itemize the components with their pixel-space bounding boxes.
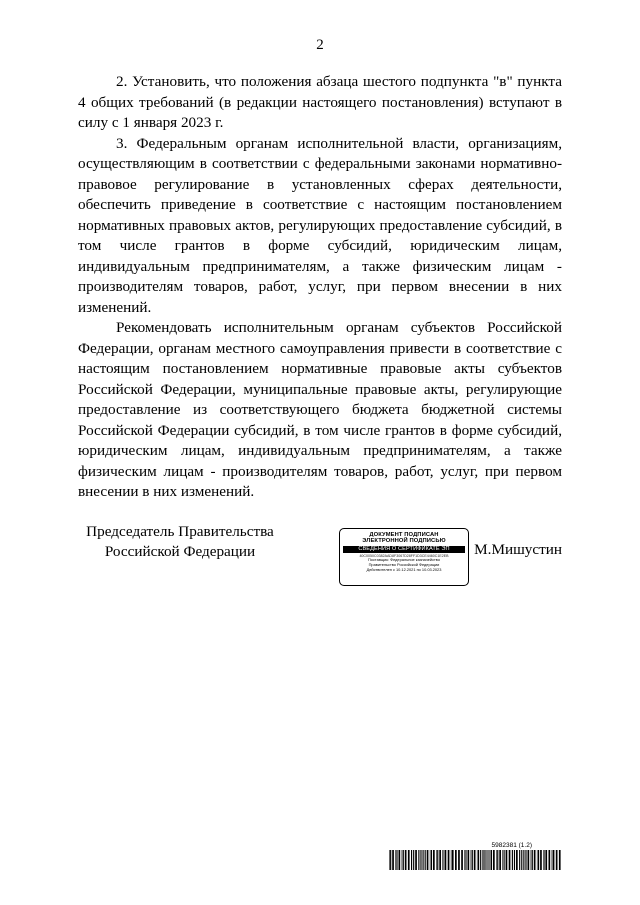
barcode-bar [490,850,491,870]
barcode-bar [444,850,445,870]
barcode-bar [474,850,476,870]
page-number: 2 [316,37,324,53]
barcode-bar [545,850,547,870]
barcode-bar [506,850,508,870]
barcode-bar [484,850,485,870]
barcode-bar [519,850,520,870]
barcode-bar [411,850,412,870]
signatory-title [78,522,282,562]
barcode-bar [436,850,437,870]
barcode-bar [430,850,431,870]
barcode-bar [418,850,419,870]
barcode-bar [420,850,421,870]
barcode-bar [493,850,495,870]
barcode-bar [537,850,538,870]
barcode-bar [390,850,391,870]
barcode-bar [540,850,542,870]
barcode-bar [499,850,501,870]
barcode-bar [534,850,536,870]
barcode-bar [408,850,410,870]
barcode-bar [497,850,498,870]
document-body [78,72,562,503]
barcode-bar [556,850,558,870]
stamp-serial: 40C0050C0382AAD8F3067D28FF1D3CE4460C1E2EB [359,553,449,558]
barcode-label: 5982381 (1.2) [491,842,532,849]
barcode-bar [431,850,432,870]
barcode-bar [487,850,488,870]
barcode-bar [461,850,463,870]
barcode-bar [502,850,503,870]
barcode-bar [559,850,561,870]
barcode-bar [480,850,481,870]
barcode-bar [509,850,511,870]
barcode-bar [403,850,404,870]
barcode-bar [521,850,522,870]
barcode-bar [478,850,479,870]
barcode-bar [504,850,505,870]
barcode-icon [389,850,562,870]
barcode-bar [445,850,447,870]
signatory-position: Председатель Правительства [86,523,274,540]
barcode-bar [392,850,394,870]
barcode-bar [488,850,489,870]
barcode-bar [528,850,530,870]
barcode-bar [465,850,466,870]
barcode-bar [455,850,457,870]
barcode-bar [544,850,545,870]
barcode-bar [423,850,424,870]
stamp-certificate-bar: СВЕДЕНИЯ О СЕРТИФИКАТЕ ЭП [343,546,465,553]
barcode-bar [389,850,390,870]
barcode-bar [477,850,478,870]
barcode-bar [523,850,524,870]
barcode-bar [452,850,454,870]
barcode-bar [489,850,490,870]
barcode-bar [442,850,443,870]
barcode-bar [496,850,497,870]
barcode-bar [433,850,435,870]
barcode-bar [425,850,426,870]
barcode-bar [402,850,403,870]
stamp-heading-esign: ЭЛЕКТРОННОЙ ПОДПИСЬЮ [362,538,446,545]
paragraph-point-2: 2. Установить, что положения абзаца шестого подпункта "в" пункта 4 общих требований (в редакции настоящего постановления) вступают в силу с 1 января 2023 г. [78,73,562,131]
barcode-bar [543,850,544,870]
signatory-body: Российской Федерации [104,543,256,560]
barcode-bar [458,850,460,870]
barcode-bar [437,850,438,870]
barcode-bar [553,850,555,870]
stamp-heading-signed: ДОКУМЕНТ ПОДПИСАН [369,532,439,538]
barcode-block [389,842,562,870]
barcode-bar [464,850,465,870]
paragraph-point-3: 3. Федеральным органам исполнительной власти, организациям, осуществляющим в соответствии с федеральными законами нормативно-правовое регулирование в установленных сферах деятельности, обеспечить приведение в соответствие с настоящим постановлением нормативных правовых актов, регулирующих предоставление субсидий, в том числе грантов в форме субсидий, юридическим лицам, индивидуальным предпринимателям, а также физическим лицам - производителям товаров, работ, услуг, при первом внесении в них изменений. [78,134,562,316]
paragraph-recommendation: Рекомендовать исполнительным органам субъектов Российской Федерации, органам местного самоуправления привести в соответствие с настоящим постановлением нормативные правовые акты субъектов Российской Федерации, муниципальные правовые акты, регулирующие предоставление из соответствующего бюджета бюджетной системы Российской Федерации субсидий, в том числе грантов в форме субсидий, юридическим лицам, индивидуальным предпринимателям, а также физическим лицам - производителям товаров, работ, услуг, при первом внесении в них изменений. [78,319,562,500]
barcode-bar [399,850,401,870]
barcode-bar [471,850,472,870]
barcode-bar [512,850,513,870]
barcode-bar [396,850,397,870]
electronic-signature-stamp [339,528,469,586]
barcode-bar [549,850,551,870]
signatory-name: М.Мишустин [474,541,562,558]
barcode-bar [468,850,470,870]
barcode-bar [516,850,518,870]
stamp-issuer: Поставщик: Федеральное казначейство [368,557,440,563]
barcode-bar [538,850,539,870]
barcode-bar [415,850,417,870]
barcode-bar [514,850,515,870]
barcode-bar [448,850,450,870]
barcode-bar [491,850,492,870]
barcode-bar [552,850,553,870]
barcode-bar [413,850,414,870]
barcode-bar [482,850,483,870]
stamp-owner: Правительство Российской Федерации [368,562,440,568]
stamp-validity: Действителен с 10.12.2021 по 10.03.2023 [366,567,442,573]
barcode-bar [525,850,526,870]
barcode-bar [439,850,441,870]
barcode-bar [531,850,532,870]
barcode-bar [472,850,473,870]
barcode-bar [405,850,407,870]
barcode-bar [427,850,429,870]
barcode-bar [483,850,484,870]
barcode-bar [451,850,452,870]
barcode-bar [395,850,396,870]
barcode-bar [532,850,533,870]
